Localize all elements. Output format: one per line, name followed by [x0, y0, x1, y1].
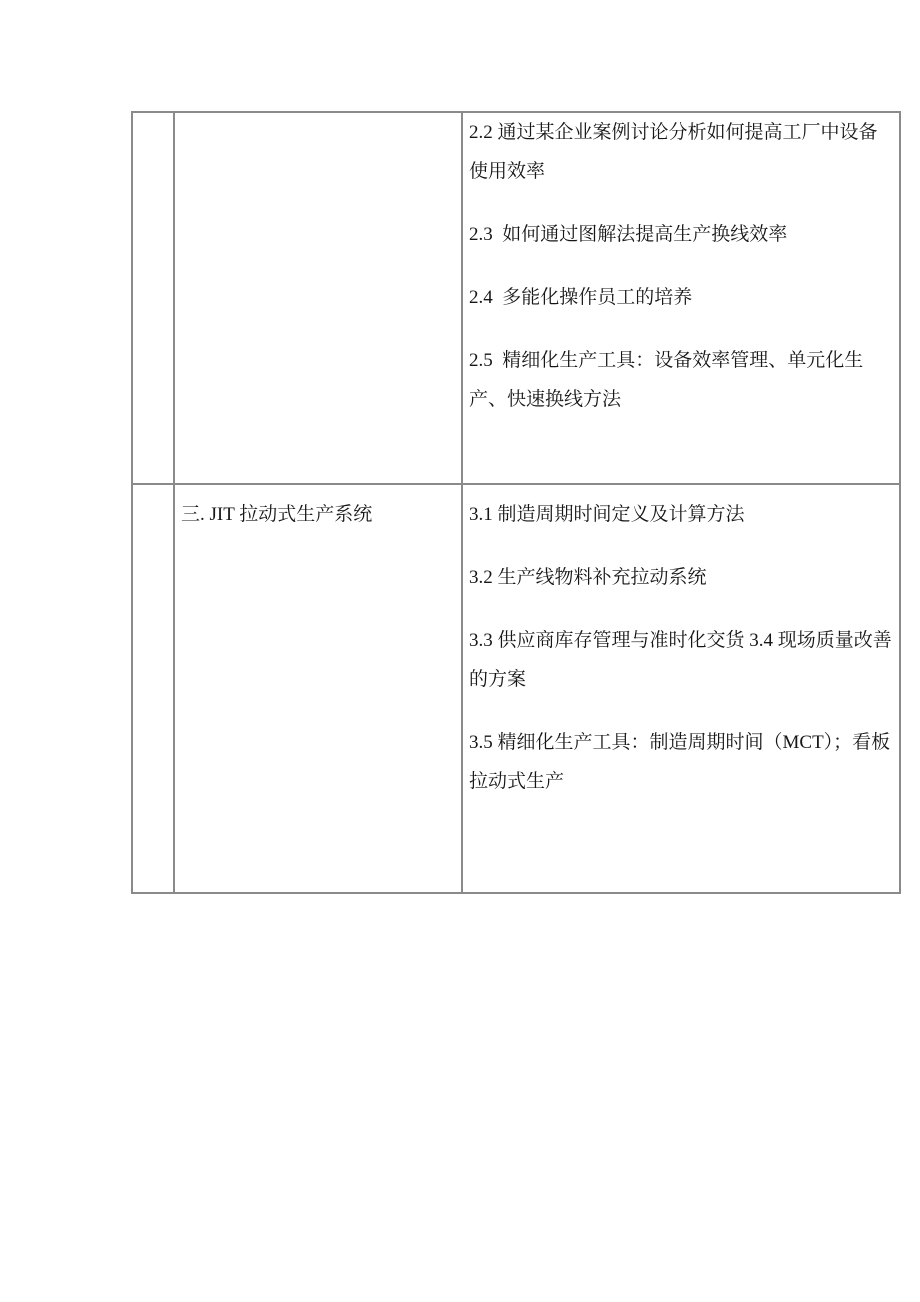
outline-item-3-5: 3.5 精细化生产工具：制造周期时间（MCT）；看板拉动式生产: [469, 732, 891, 792]
course-outline-table: [131, 111, 901, 894]
outline-item-2-3: 2.3 如何通过图解法提高生产换线效率: [469, 224, 788, 245]
table-cell-row1-number: [133, 113, 175, 485]
outline-item-2-2: 2.2 通过某企业案例讨论分析如何提高工厂中设备使用效率: [469, 122, 878, 182]
outline-item-3-3: 3.3 供应商库存管理与准时化交货 3.4 现场质量改善的方案: [469, 630, 892, 690]
outline-item-2-4: 2.4 多能化操作员工的培养: [469, 287, 693, 308]
table-cell-row1-section: [175, 113, 463, 485]
outline-item-3-1: 3.1 制造周期时间定义及计算方法: [469, 504, 745, 525]
table-cell-row2-content: [463, 485, 899, 892]
table-cell-row2-section: [175, 485, 463, 892]
outline-item-3-2: 3.2 生产线物料补充拉动系统: [469, 567, 707, 588]
table-cell-row2-number: [133, 485, 175, 892]
table-cell-row1-content: [463, 113, 899, 485]
outline-item-2-5: 2.5 精细化生产工具：设备效率管理、单元化生产、快速换线方法: [469, 350, 864, 410]
section-title-jit: 三. JIT 拉动式生产系统: [181, 504, 373, 525]
